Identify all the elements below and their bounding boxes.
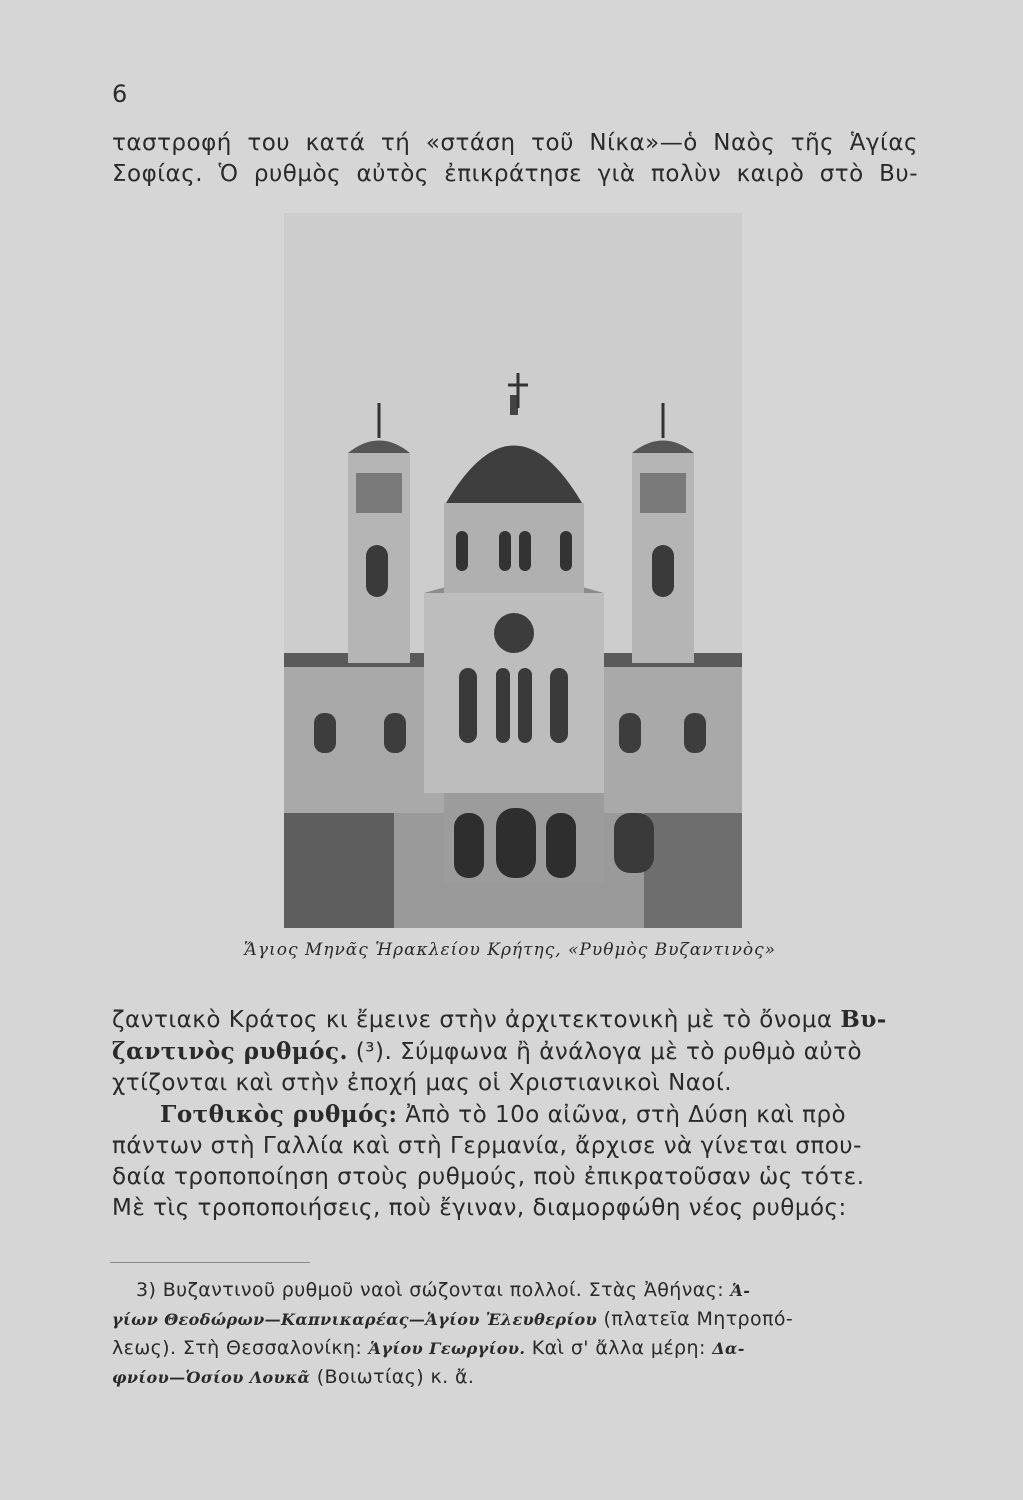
- footnote-divider: [110, 1262, 310, 1263]
- text-line: ζαντιακὸ Κράτος κι ἔμεινε στὴν ἀρχιτεκτονικὴ μὲ τὸ ὄνομα Βυ-: [112, 1006, 887, 1033]
- text-line: πάντων στὴ Γαλλία καὶ στὴ Γερμανία, ἄρχισε νὰ γίνεται σπου-: [112, 1133, 862, 1159]
- top-paragraph: [112, 128, 918, 190]
- text-line: Γοτθικὸς ρυθμός: Ἀπὸ τὸ 10ο αἰῶνα, στὴ Δύση καὶ πρὸ: [160, 1101, 847, 1128]
- text-line: Μὲ τὶς τροποποιήσεις, ποὺ ἔγιναν, διαμορφώθη νέος ρυθμός:: [112, 1195, 847, 1221]
- church-photo: [284, 213, 742, 928]
- text-line: ζαντινὸς ρυθμός. (³). Σύμφωνα ἢ ἀνάλογα μὲ τὸ ρυθμὸ αὐτὸ: [112, 1038, 863, 1065]
- footnote: [112, 1276, 918, 1392]
- body-paragraph: [112, 1004, 918, 1224]
- footnote-line: λεως). Στὴ Θεσσαλονίκη: Ἁγίου Γεωργίου. Καὶ σ' ἄλλα μέρη: Δα-: [112, 1337, 745, 1359]
- text-line: ταστροφή του κατά τή «στάση τοῦ Νίκα»—ὁ Ναὸς τῆς Ἁγίας: [112, 130, 918, 156]
- page-number: 6: [112, 80, 128, 108]
- footnote-line: γίων Θεοδώρων—Καπνικαρέας—Ἁγίου Ἐλευθερίου (πλατεῖα Μητροπό-: [112, 1308, 794, 1330]
- text-line: χτίζονται καὶ στὴν ἐποχή μας οἱ Χριστιανικοὶ Ναοί.: [112, 1070, 733, 1096]
- text-line: δαία τροποποίηση στοὺς ρυθμούς, ποὺ ἐπικρατοῦσαν ὡς τότε.: [112, 1164, 865, 1190]
- church-illustration: [284, 213, 742, 928]
- footnote-line: 3) Βυζαντινοῦ ρυθμοῦ ναοὶ σώζονται πολλοί. Στὰς Ἀθήνας: Ἁ-: [136, 1279, 751, 1301]
- footnote-line: φνίου—Ὁσίου Λουκᾶ (Βοιωτίας) κ. ἄ.: [112, 1366, 475, 1388]
- text-line: Σοφίας. Ὁ ρυθμὸς αὐτὸς ἐπικράτησε γιὰ πολὺν καιρὸ στὸ Βυ-: [112, 161, 918, 187]
- figure-caption: Ἅγιος Μηνᾶς Ἡρακλείου Κρήτης, «Ρυθμὸς Βυζαντινὸς»: [243, 940, 777, 960]
